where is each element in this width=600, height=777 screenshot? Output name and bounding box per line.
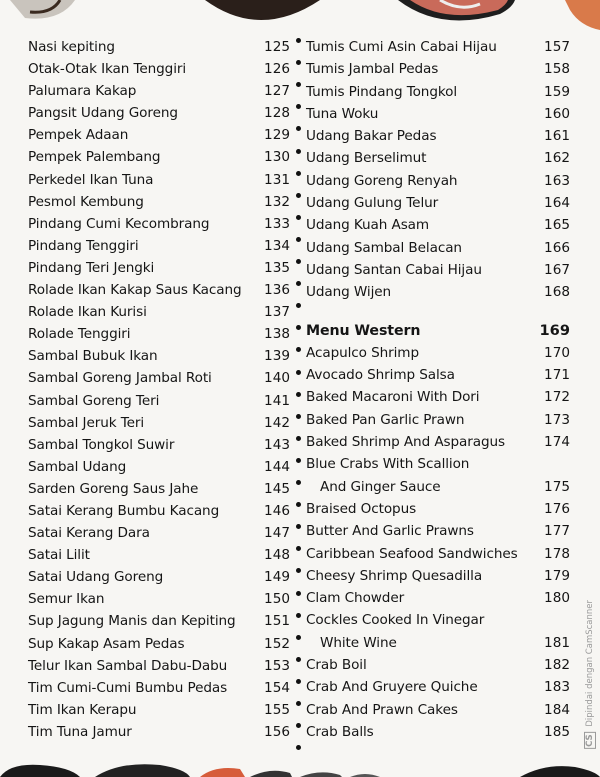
entry-page: 146 [264, 502, 290, 519]
entry-title: Crab Boil [306, 657, 367, 674]
divider-dot [296, 657, 301, 662]
toc-entry [306, 520, 570, 542]
section-title: Menu Western [306, 322, 421, 339]
entry-page: 184 [544, 701, 570, 718]
toc-entry [28, 412, 290, 434]
entry-page: 149 [264, 569, 290, 586]
entry-page: 150 [264, 591, 290, 608]
entry-page: 144 [264, 458, 290, 475]
entry-page: 178 [544, 545, 570, 562]
entry-title: Udang Sambal Belacan [306, 239, 462, 256]
entry-title: Rolade Tenggiri [28, 326, 131, 343]
toc-entry [306, 587, 570, 609]
entry-page: 163 [544, 172, 570, 189]
divider-dot [296, 723, 301, 728]
toc-entry [28, 102, 290, 124]
entry-page: 156 [264, 723, 290, 740]
divider-dot [296, 325, 301, 330]
entry-page: 180 [544, 590, 570, 607]
divider-dot [296, 126, 301, 131]
entry-title: Perkedel Ikan Tuna [28, 171, 154, 188]
entry-page: 183 [544, 679, 570, 696]
entry-page: 148 [264, 547, 290, 564]
entry-title: Nasi kepiting [28, 39, 115, 55]
scanner-badge: CS [585, 734, 595, 747]
entry-title: Udang Santan Cabai Hijau [306, 261, 482, 278]
entry-page: 161 [544, 128, 570, 145]
entry-page: 174 [544, 434, 570, 451]
entry-page: 129 [264, 127, 290, 144]
entry-page: 172 [544, 389, 570, 406]
entry-title: Tumis Cumi Asin Cabai Hijau [306, 39, 497, 55]
toc-entry [28, 588, 290, 610]
entry-page: 165 [544, 217, 570, 234]
toc-entry [306, 237, 570, 259]
divider-dot [296, 591, 301, 596]
section-gap [306, 304, 570, 320]
divider-dot [296, 635, 301, 640]
entry-page: 154 [264, 679, 290, 696]
entry-page: 155 [264, 701, 290, 718]
entry-title: Crab Balls [306, 723, 374, 740]
toc-entry [306, 699, 570, 721]
entry-page: 147 [264, 525, 290, 542]
entry-title: Baked Shrimp And Asparagus [306, 434, 506, 451]
divider-dot [296, 104, 301, 109]
divider-dot [296, 171, 301, 176]
divider-dot [296, 480, 301, 485]
top-decoration [0, 0, 600, 32]
entry-page: 136 [264, 282, 290, 299]
entry-title: Udang Wijen [306, 284, 392, 301]
toc-entry [306, 721, 570, 743]
divider-dot [296, 745, 301, 750]
entry-page: 130 [264, 149, 290, 166]
toc-entry [306, 431, 570, 453]
entry-title: Otak-Otak Ikan Tenggiri [28, 61, 187, 78]
entry-page: 159 [544, 83, 570, 100]
toc-entry [306, 386, 570, 408]
entry-title: Pindang Cumi Kecombrang [28, 215, 210, 232]
entry-title: Pesmol Kembung [28, 193, 144, 210]
entry-page: 177 [544, 523, 570, 540]
entry-title: Udang Bakar Pedas [306, 128, 437, 145]
entry-page: 125 [264, 39, 290, 55]
entry-title: Sambal Udang [28, 458, 127, 475]
entry-title: Tuna Woku [306, 105, 379, 122]
divider-dot [296, 237, 301, 242]
entry-title: Sambal Goreng Jambal Roti [28, 370, 212, 387]
toc-entry [306, 170, 570, 192]
entry-page: 134 [264, 237, 290, 254]
divider-dot [296, 701, 301, 706]
entry-page: 168 [544, 284, 570, 301]
divider-dot [296, 568, 301, 573]
toc-entry [28, 124, 290, 146]
entry-title: And Ginger Sauce [320, 478, 441, 495]
divider-dot [296, 613, 301, 618]
entry-page: 179 [544, 567, 570, 584]
divider-dot [296, 259, 301, 264]
entry-title: Crab And Gruyere Quiche [306, 679, 478, 696]
entry-page: 173 [544, 411, 570, 428]
entry-page: 139 [264, 348, 290, 365]
entry-title: Telur Ikan Sambal Dabu-Dabu [28, 657, 228, 674]
toc-entry [306, 36, 570, 58]
section-page: 169 [539, 321, 570, 339]
entry-page: 175 [544, 478, 570, 495]
toc-entry [28, 655, 290, 677]
toc-entry [306, 58, 570, 80]
toc-entry [28, 544, 290, 566]
entry-title: Semur Ikan [28, 591, 105, 608]
divider-dot [296, 436, 301, 441]
divider-dot [296, 60, 301, 65]
entry-page: 140 [264, 370, 290, 387]
toc-entry [306, 192, 570, 214]
toc-entry [306, 103, 570, 125]
entry-title: Sambal Bubuk Ikan [28, 348, 158, 365]
entry-title: Avocado Shrimp Salsa [306, 367, 455, 384]
divider-dot [296, 303, 301, 308]
entry-title: Braised Octopus [306, 500, 417, 517]
entry-page: 158 [544, 61, 570, 78]
entry-title: Blue Crabs With Scallion [306, 456, 470, 473]
entry-page: 141 [264, 392, 290, 409]
entry-title: Clam Chowder [306, 590, 405, 607]
toc-entry [28, 301, 290, 323]
divider-dot [296, 82, 301, 87]
entry-title: Sup Jagung Manis dan Kepiting [28, 613, 236, 630]
entry-title: Satai Kerang Bumbu Kacang [28, 502, 220, 519]
entry-page: 135 [264, 259, 290, 276]
divider-dot [296, 281, 301, 286]
divider-dot [296, 546, 301, 551]
toc-entry [306, 565, 570, 587]
toc-entry [28, 633, 290, 655]
toc-entry [306, 409, 570, 431]
entry-title: Acapulco Shrimp [306, 344, 419, 361]
toc-entry [306, 342, 570, 364]
entry-title: Palumara Kakap [28, 83, 137, 100]
divider-dot [296, 414, 301, 419]
toc-entry [306, 498, 570, 520]
toc-entry [306, 543, 570, 565]
divider-dot [296, 679, 301, 684]
scanner-text: Dipindai dengan CamScanner [585, 600, 595, 727]
entry-page: 153 [264, 657, 290, 674]
entry-title: Cockles Cooked In Vinegar [306, 612, 485, 629]
toc-entry [306, 609, 570, 631]
entry-title: Rolade Ikan Kurisi [28, 304, 147, 321]
entry-page: 142 [264, 414, 290, 431]
toc-entry [28, 566, 290, 588]
entry-title: Satai Kerang Dara [28, 525, 150, 542]
entry-title: White Wine [320, 634, 397, 651]
divider-dot [296, 502, 301, 507]
entry-page: 170 [544, 344, 570, 361]
entry-title: Pindang Tenggiri [28, 237, 139, 254]
toc-entry [306, 453, 570, 475]
entry-title: Baked Pan Garlic Prawn [306, 411, 465, 428]
toc-entry [306, 676, 570, 698]
toc-entry [28, 323, 290, 345]
toc-entry [28, 279, 290, 301]
divider-dot [296, 193, 301, 198]
entry-title: Udang Gulung Telur [306, 195, 439, 212]
toc-entry [28, 434, 290, 456]
toc-entry [28, 257, 290, 279]
entry-page: 151 [264, 613, 290, 630]
entry-page: 137 [264, 304, 290, 321]
toc-entry [306, 632, 570, 654]
toc-entry [306, 125, 570, 147]
toc-entry [28, 36, 290, 58]
entry-page: 127 [264, 83, 290, 100]
entry-title: Udang Goreng Renyah [306, 172, 458, 189]
divider-dot [296, 524, 301, 529]
right-column [306, 36, 570, 743]
toc-entry [306, 654, 570, 676]
entry-title: Sambal Goreng Teri [28, 392, 160, 409]
entry-title: Tim Tuna Jamur [28, 723, 132, 740]
entry-page: 157 [544, 39, 570, 55]
toc-entry [28, 699, 290, 721]
entry-title: Sarden Goreng Saus Jahe [28, 480, 199, 497]
toc-entry [28, 456, 290, 478]
toc-entry [28, 213, 290, 235]
entry-page: 145 [264, 480, 290, 497]
entry-page: 138 [264, 326, 290, 343]
entry-title: Rolade Ikan Kakap Saus Kacang [28, 282, 242, 299]
toc-entry [28, 58, 290, 80]
entry-title: Pempek Palembang [28, 149, 161, 166]
toc-entry [306, 81, 570, 103]
toc-entry [306, 147, 570, 169]
toc-entry [28, 478, 290, 500]
section-heading [306, 320, 570, 342]
entry-page: 181 [544, 634, 570, 651]
scanner-watermark [584, 600, 596, 749]
left-column [28, 36, 290, 743]
entry-title: Satai Lilit [28, 547, 90, 564]
entry-page: 167 [544, 261, 570, 278]
entry-page: 126 [264, 61, 290, 78]
entry-title: Baked Macaroni With Dori [306, 389, 480, 406]
entry-page: 182 [544, 657, 570, 674]
entry-page: 143 [264, 436, 290, 453]
entry-title: Sambal Tongkol Suwir [28, 436, 175, 453]
entry-title: Udang Kuah Asam [306, 217, 430, 234]
toc-entry [28, 235, 290, 257]
entry-title: Pempek Adaan [28, 127, 129, 144]
entry-page: 176 [544, 500, 570, 517]
entry-title: Udang Berselimut [306, 150, 427, 167]
entry-title: Tim Ikan Kerapu [28, 701, 137, 718]
divider-dot [296, 149, 301, 154]
toc-entry [28, 677, 290, 699]
entry-page: 133 [264, 215, 290, 232]
toc-entry [28, 390, 290, 412]
divider-dot [296, 347, 301, 352]
toc-entry [306, 259, 570, 281]
entry-title: Satai Udang Goreng [28, 569, 164, 586]
entry-title: Tumis Pindang Tongkol [306, 83, 458, 100]
toc-entry [306, 214, 570, 236]
entry-title: Caribbean Seafood Sandwiches [306, 545, 518, 562]
toc-entry [28, 522, 290, 544]
toc-entry [28, 500, 290, 522]
entry-title: Butter And Garlic Prawns [306, 523, 474, 540]
bottom-decoration [0, 755, 600, 777]
entry-title: Pangsit Udang Goreng [28, 105, 178, 122]
entry-page: 164 [544, 195, 570, 212]
entry-title: Tumis Jambal Pedas [306, 61, 439, 78]
dotted-divider [294, 38, 304, 753]
entry-page: 152 [264, 635, 290, 652]
toc-entry [306, 281, 570, 303]
entry-page: 162 [544, 150, 570, 167]
toc-entry [306, 364, 570, 386]
divider-dot [296, 38, 301, 43]
entry-title: Sup Kakap Asam Pedas [28, 635, 185, 652]
toc-entry [306, 476, 570, 498]
entry-page: 166 [544, 239, 570, 256]
entry-title: Pindang Teri Jengki [28, 259, 155, 276]
entry-title: Sambal Jeruk Teri [28, 414, 145, 431]
toc-entry [28, 146, 290, 168]
toc-entry [28, 191, 290, 213]
toc-entry [28, 80, 290, 102]
divider-dot [296, 370, 301, 375]
entry-title: Crab And Prawn Cakes [306, 701, 458, 718]
entry-title: Cheesy Shrimp Quesadilla [306, 567, 483, 584]
toc-entry [28, 345, 290, 367]
divider-dot [296, 392, 301, 397]
toc-entry [28, 610, 290, 632]
entry-page: 128 [264, 105, 290, 122]
entry-page: 131 [264, 171, 290, 188]
entry-page: 185 [544, 723, 570, 740]
toc-entry [28, 721, 290, 743]
entry-page: 132 [264, 193, 290, 210]
divider-dot [296, 215, 301, 220]
divider-dot [296, 458, 301, 463]
toc-entry [28, 169, 290, 191]
entry-page: 160 [544, 105, 570, 122]
entry-page: 171 [544, 367, 570, 384]
entry-title: Tim Cumi-Cumi Bumbu Pedas [28, 679, 228, 696]
toc-entry [28, 367, 290, 389]
